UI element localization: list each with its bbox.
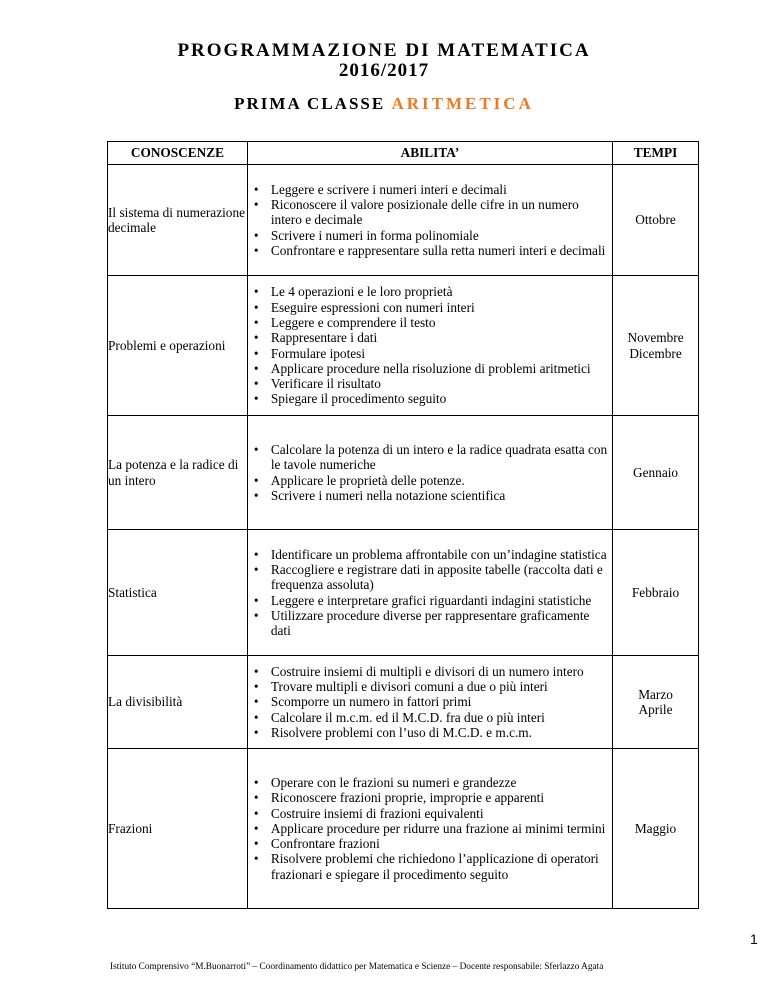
bullet-icon: • — [253, 724, 259, 740]
page-number: 1 — [750, 931, 758, 947]
abilita-text: Applicare procedure per ridurre una frazione ai minimi termini — [270, 820, 606, 836]
abilita-cell — [247, 416, 612, 530]
list-item — [248, 593, 612, 608]
bullet-icon: • — [253, 709, 259, 725]
section-title — [0, 94, 768, 114]
bullet-icon: • — [253, 546, 259, 562]
abilita-text: Calcolare la potenza di un intero e la radice quadrata esatta con le tavole numeriche — [270, 441, 608, 473]
abilita-cell — [247, 530, 612, 656]
list-item — [248, 547, 612, 562]
list-item — [248, 182, 612, 197]
abilita-text: Riconoscere frazioni proprie, improprie e apparenti — [270, 790, 545, 806]
tempi-cell — [613, 530, 699, 656]
list-item — [248, 775, 612, 790]
bullet-icon: • — [253, 314, 259, 330]
list-item — [248, 442, 612, 473]
school-year: 2016/2017 — [338, 60, 430, 81]
bullet-icon: • — [253, 181, 259, 197]
tempi-cell — [613, 165, 699, 276]
month-label: Gennaio — [633, 464, 679, 480]
abilita-text: Spiegare il procedimento seguito — [270, 391, 447, 407]
header-abilita: ABILITA’ — [247, 142, 612, 165]
list-item — [248, 300, 612, 315]
abilita-list — [248, 284, 612, 406]
tempi-cell — [613, 656, 699, 749]
bullet-icon: • — [253, 299, 259, 315]
conoscenze-cell: Statistica — [108, 530, 248, 656]
list-item — [248, 243, 612, 258]
list-item — [248, 679, 612, 694]
document-title: PROGRAMMAZIONE DI MATEMATICA — [177, 40, 591, 61]
bullet-icon: • — [253, 284, 259, 300]
bullet-icon: • — [253, 487, 259, 503]
list-item — [248, 694, 612, 709]
abilita-text: Scomporre un numero in fattori primi — [270, 694, 472, 710]
abilita-list — [248, 182, 612, 258]
list-item — [248, 608, 612, 639]
list-item — [248, 488, 612, 503]
table-row — [108, 749, 699, 909]
abilita-cell — [247, 165, 612, 276]
list-item — [248, 664, 612, 679]
month-label: Novembre — [627, 330, 684, 346]
abilita-text: Le 4 operazioni e le loro proprietà — [270, 284, 453, 300]
abilita-text: Operare con le frazioni su numeri e grandezze — [270, 774, 517, 790]
month-label: Maggio — [634, 820, 677, 836]
list-item — [248, 806, 612, 821]
abilita-text: Utilizzare procedure diverse per rappresentare graficamente dati — [270, 607, 590, 639]
bullet-icon: • — [253, 376, 259, 392]
tempi-cell — [613, 749, 699, 909]
bullet-icon: • — [253, 360, 259, 376]
abilita-text: Eseguire espressioni con numeri interi — [270, 299, 475, 315]
abilita-cell — [247, 749, 612, 909]
bullet-icon: • — [253, 663, 259, 679]
bullet-icon: • — [253, 441, 259, 457]
abilita-text: Scrivere i numeri in forma polinomiale — [270, 227, 479, 243]
list-item — [248, 710, 612, 725]
abilita-text: Formulare ipotesi — [270, 345, 366, 361]
list-item — [248, 315, 612, 330]
abilita-text: Raccogliere e registrare dati in apposite tabelle (raccolta dati e frequenza assoluta) — [270, 561, 603, 593]
table-header-row — [108, 142, 699, 165]
bullet-icon: • — [253, 805, 259, 821]
bullet-icon: • — [253, 774, 259, 790]
table-row — [108, 416, 699, 530]
conoscenze-cell: La divisibilità — [108, 656, 248, 749]
programme-table — [107, 141, 699, 909]
bullet-icon: • — [253, 679, 259, 695]
footer: Istituto Comprensivo “M.Buonarroti” – Coordinamento didattico per Matematica e Scienze – Docente responsabile: Sferlazzo Agata — [110, 962, 604, 972]
tempi-cell — [613, 416, 699, 530]
table-row — [108, 165, 699, 276]
bullet-icon: • — [253, 607, 259, 623]
bullet-icon: • — [253, 330, 259, 346]
list-item — [248, 725, 612, 740]
list-item — [248, 836, 612, 851]
header-tempi: TEMPI — [613, 142, 699, 165]
abilita-text: Risolvere problemi che richiedono l’applicazione di operatori frazionari e spiegare il procedimento seguito — [270, 851, 599, 882]
month-label: Dicembre — [629, 345, 682, 361]
section-title-subject: ARITMETICA — [391, 94, 534, 113]
list-item — [248, 284, 612, 299]
bullet-icon: • — [253, 694, 259, 710]
bullet-icon: • — [253, 227, 259, 243]
bullet-icon: • — [253, 197, 259, 213]
list-item — [248, 821, 612, 836]
abilita-text: Costruire insiemi di frazioni equivalenti — [270, 805, 484, 821]
list-item — [248, 346, 612, 361]
abilita-cell — [247, 276, 612, 416]
month-label: Marzo — [638, 686, 673, 702]
table-row — [108, 276, 699, 416]
section-title-class: PRIMA CLASSE — [234, 94, 392, 113]
abilita-text: Applicare procedure nella risoluzione di problemi aritmetici — [270, 360, 591, 376]
table-body — [108, 165, 699, 909]
list-item — [248, 473, 612, 488]
abilita-text: Leggere e scrivere i numeri interi e decimali — [270, 181, 507, 197]
bullet-icon: • — [253, 345, 259, 361]
list-item — [248, 391, 612, 406]
bullet-icon: • — [253, 391, 259, 407]
list-item — [248, 228, 612, 243]
bullet-icon: • — [253, 561, 259, 577]
bullet-icon: • — [253, 472, 259, 488]
month-label: Aprile — [638, 702, 673, 717]
month-label: Ottobre — [635, 212, 676, 228]
list-item — [248, 330, 612, 345]
abilita-text: Riconoscere il valore posizionale delle cifre in un numero intero e decimale — [270, 197, 579, 228]
abilita-cell — [247, 656, 612, 749]
abilita-text: Leggere e interpretare grafici riguardanti indagini statistiche — [270, 592, 592, 608]
table-row — [108, 530, 699, 656]
abilita-text: Identificare un problema affrontabile con un’indagine statistica — [270, 546, 607, 562]
conoscenze-cell: La potenza e la radice di un intero — [108, 416, 248, 530]
abilita-text: Confrontare frazioni — [270, 836, 380, 852]
abilita-text: Risolvere problemi con l’uso di M.C.D. e m.c.m. — [270, 724, 532, 740]
abilita-text: Confrontare e rappresentare sulla retta numeri interi e decimali — [270, 242, 606, 258]
list-item — [248, 562, 612, 593]
month-label: Febbraio — [631, 584, 680, 600]
abilita-text: Costruire insiemi di multipli e divisori di un numero intero — [270, 663, 584, 679]
abilita-text: Calcolare il m.c.m. ed il M.C.D. fra due o più interi — [270, 709, 545, 725]
abilita-text: Leggere e comprendere il testo — [270, 314, 436, 330]
list-item — [248, 361, 612, 376]
abilita-text: Scrivere i numeri nella notazione scientifica — [270, 487, 506, 503]
list-item — [248, 790, 612, 805]
abilita-text: Applicare le proprietà delle potenze. — [270, 472, 465, 488]
bullet-icon: • — [253, 836, 259, 852]
header-conoscenze: CONOSCENZE — [108, 142, 248, 165]
conoscenze-cell: Problemi e operazioni — [108, 276, 248, 416]
bullet-icon: • — [253, 242, 259, 258]
list-item — [248, 376, 612, 391]
conoscenze-cell: Il sistema di numerazione decimale — [108, 165, 248, 276]
conoscenze-cell: Frazioni — [108, 749, 248, 909]
bullet-icon: • — [253, 790, 259, 806]
bullet-icon: • — [253, 592, 259, 608]
bullet-icon: • — [253, 851, 259, 867]
list-item — [248, 197, 612, 228]
abilita-text: Verificare il risultato — [270, 376, 381, 392]
abilita-list — [248, 442, 612, 503]
bullet-icon: • — [253, 820, 259, 836]
abilita-list — [248, 775, 612, 882]
list-item — [248, 851, 612, 882]
abilita-text: Trovare multipli e divisori comuni a due o più interi — [270, 679, 548, 695]
abilita-list — [248, 664, 612, 740]
tempi-cell — [613, 276, 699, 416]
abilita-list — [248, 547, 612, 639]
table-row — [108, 656, 699, 749]
abilita-text: Rappresentare i dati — [270, 330, 378, 346]
